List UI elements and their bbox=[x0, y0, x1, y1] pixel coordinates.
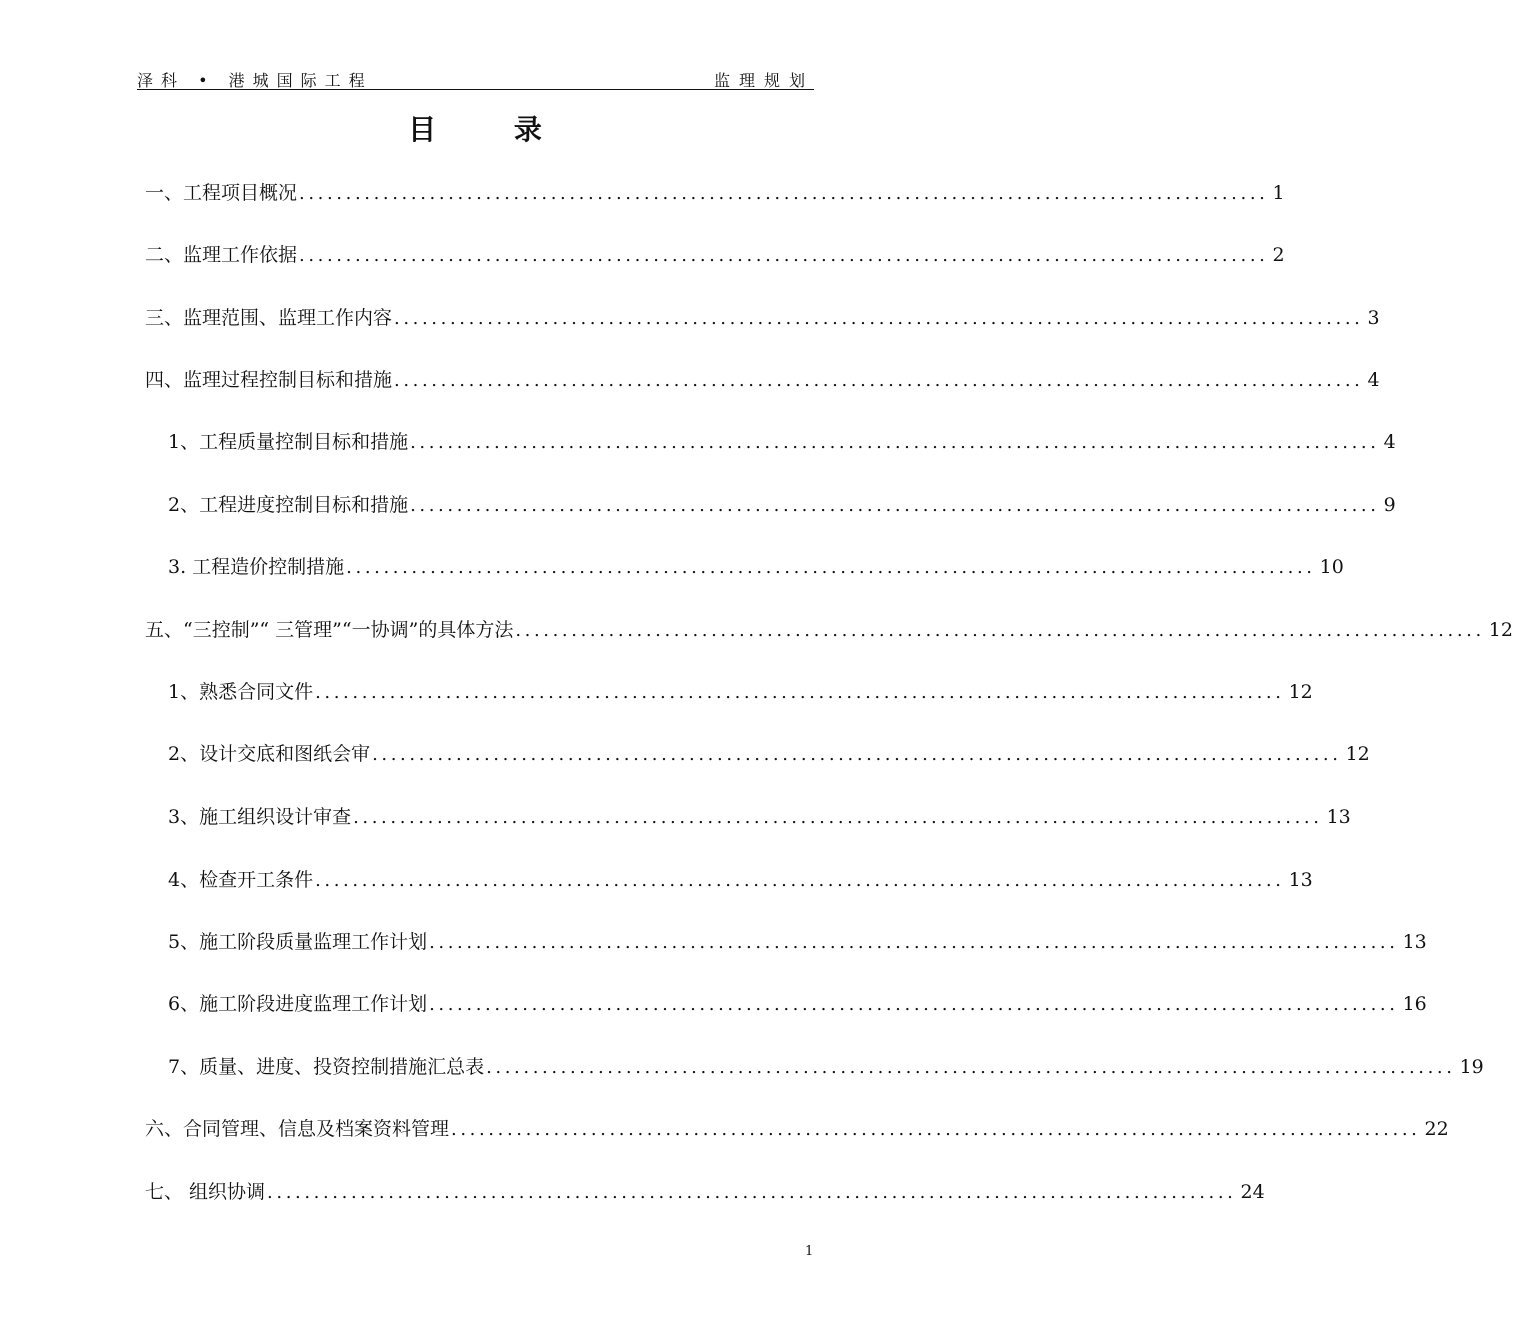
toc-page-number: 12 bbox=[1288, 681, 1313, 703]
toc-page-number: 4 bbox=[1367, 369, 1380, 391]
toc-dot-leader: ........................................................................................................ bbox=[410, 432, 1380, 453]
toc-page-number: 13 bbox=[1326, 806, 1351, 828]
toc-dot-leader: ........................................................................................................ bbox=[299, 245, 1269, 266]
toc-entry-5-2[interactable] bbox=[168, 739, 1370, 769]
toc-dot-leader: ........................................................................................................ bbox=[267, 1182, 1237, 1203]
toc-entry-text: 三、监理范围、监理工作内容 bbox=[145, 307, 393, 329]
toc-page-number: 16 bbox=[1402, 993, 1427, 1015]
toc-page-number: 13 bbox=[1402, 931, 1427, 953]
toc-entry-text: 二、监理工作依据 bbox=[145, 244, 298, 266]
toc-dot-leader: ........................................................................................................ bbox=[429, 932, 1399, 953]
toc-page-number: 12 bbox=[1488, 619, 1513, 641]
toc-entry-6[interactable] bbox=[145, 1114, 1449, 1144]
header-project-name: 泽科 • 港城国际工程 bbox=[137, 71, 373, 90]
toc-entry-4-2[interactable] bbox=[168, 490, 1396, 520]
toc-entry-4-3[interactable] bbox=[168, 552, 1344, 582]
toc-dot-leader: ........................................................................................................ bbox=[315, 682, 1285, 703]
toc-entry-text: 2、工程进度控制目标和措施 bbox=[168, 494, 409, 516]
toc-entry-5-4[interactable] bbox=[168, 865, 1313, 895]
toc-dot-leader: ........................................................................................................ bbox=[451, 1119, 1421, 1140]
footer-page-number: 1 bbox=[805, 1244, 814, 1259]
toc-page-number: 3 bbox=[1367, 307, 1380, 329]
toc-page-number: 4 bbox=[1383, 431, 1396, 453]
toc-entry-5-6[interactable] bbox=[168, 989, 1427, 1019]
toc-entry-1[interactable] bbox=[145, 178, 1285, 208]
toc-entry-text: 六、合同管理、信息及档案资料管理 bbox=[145, 1118, 450, 1140]
toc-entry-5-5[interactable] bbox=[168, 927, 1427, 957]
toc-dot-leader: ........................................................................................................ bbox=[315, 870, 1285, 891]
toc-page-number: 2 bbox=[1272, 244, 1285, 266]
toc-entry-text: 一、工程项目概况 bbox=[145, 182, 298, 204]
page-title: 目 录 bbox=[408, 113, 576, 146]
toc-entry-5-1[interactable] bbox=[168, 677, 1313, 707]
toc-page-number: 1 bbox=[1272, 182, 1285, 204]
toc-entry-2[interactable] bbox=[145, 240, 1285, 270]
toc-entry-3[interactable] bbox=[145, 303, 1380, 333]
toc-entry-text: 7、质量、进度、投资控制措施汇总表 bbox=[168, 1056, 485, 1078]
toc-dot-leader: ........................................................................................................ bbox=[394, 308, 1364, 329]
toc-entry-5-7[interactable] bbox=[168, 1052, 1484, 1082]
toc-page-number: 13 bbox=[1288, 869, 1313, 891]
toc-entry-7[interactable] bbox=[145, 1177, 1265, 1207]
toc-entry-text: 1、工程质量控制目标和措施 bbox=[168, 431, 409, 453]
toc-dot-leader: ........................................................................................................ bbox=[372, 744, 1342, 765]
toc-page-number: 12 bbox=[1345, 743, 1370, 765]
toc-dot-leader: ........................................................................................................ bbox=[410, 495, 1380, 516]
toc-entry-text: 3. 工程造价控制措施 bbox=[168, 556, 345, 578]
toc-entry-text: 3、施工组织设计审查 bbox=[168, 806, 352, 828]
toc-dot-leader: ........................................................................................................ bbox=[299, 183, 1269, 204]
toc-entry-text: 4、检查开工条件 bbox=[168, 869, 314, 891]
toc-entry-text: 5、施工阶段质量监理工作计划 bbox=[168, 931, 428, 953]
toc-dot-leader: ........................................................................................................ bbox=[394, 370, 1364, 391]
toc-dot-leader: ........................................................................................................ bbox=[346, 557, 1316, 578]
toc-dot-leader: ........................................................................................................ bbox=[429, 994, 1399, 1015]
toc-entry-text: 1、熟悉合同文件 bbox=[168, 681, 314, 703]
header-document-type: 监理规划 bbox=[713, 71, 814, 90]
toc-entry-5[interactable] bbox=[145, 615, 1513, 645]
toc-page-number: 22 bbox=[1424, 1118, 1449, 1140]
toc-page-number: 10 bbox=[1319, 556, 1344, 578]
toc-dot-leader: ........................................................................................................ bbox=[486, 1057, 1456, 1078]
toc-entry-text: 五、“三控制”“ 三管理”“一协调”的具体方法 bbox=[145, 619, 514, 641]
toc-entry-5-3[interactable] bbox=[168, 802, 1351, 832]
toc-dot-leader: ........................................................................................................ bbox=[353, 807, 1323, 828]
toc-entry-4-1[interactable] bbox=[168, 427, 1396, 457]
toc-page-number: 19 bbox=[1459, 1056, 1484, 1078]
toc-page-number: 9 bbox=[1383, 494, 1396, 516]
toc-entry-4[interactable] bbox=[145, 365, 1380, 395]
toc-dot-leader: ........................................................................................................ bbox=[515, 620, 1485, 641]
toc-entry-text: 四、监理过程控制目标和措施 bbox=[145, 369, 393, 391]
toc-entry-text: 七、 组织协调 bbox=[145, 1181, 266, 1203]
toc-entry-text: 6、施工阶段进度监理工作计划 bbox=[168, 993, 428, 1015]
toc-page-number: 24 bbox=[1240, 1181, 1265, 1203]
toc-entry-text: 2、设计交底和图纸会审 bbox=[168, 743, 371, 765]
